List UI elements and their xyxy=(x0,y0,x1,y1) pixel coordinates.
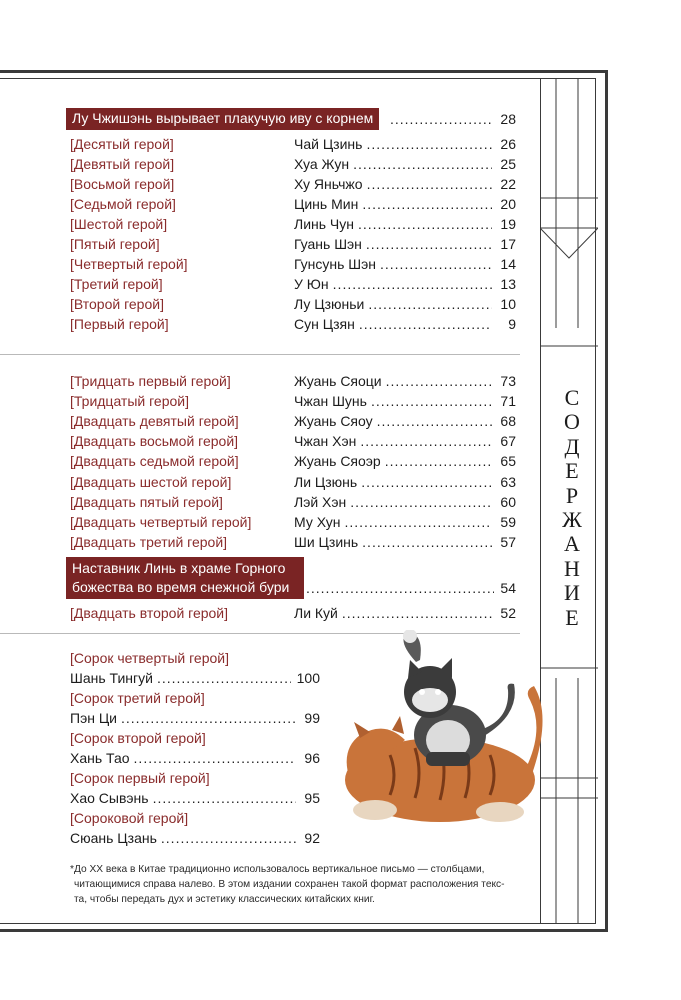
dot-leader xyxy=(386,373,492,389)
dot-leader xyxy=(153,788,296,808)
hero-name: Чай Цзинь xyxy=(294,136,363,152)
hero-name-line xyxy=(294,316,498,332)
page-number: 22 xyxy=(500,176,516,192)
hero-rank: [ Двадцать второй герой ] xyxy=(70,605,294,621)
chapter-banner-mid-leader xyxy=(306,578,516,598)
hero-name-line xyxy=(294,605,498,621)
page-number: 57 xyxy=(500,533,516,550)
toc-row[interactable] xyxy=(70,492,516,512)
toc-row[interactable] xyxy=(70,234,516,254)
hero-name: Пэн Ци xyxy=(70,710,118,726)
title-letter: И xyxy=(564,580,580,606)
hero-name: Хань Тао xyxy=(70,750,130,766)
hero-name-line xyxy=(294,176,498,192)
hero-name: Жуань Сяоу xyxy=(294,413,373,430)
footnote-line: та, чтобы передать дух и эстетику классических китайских книг. xyxy=(74,894,375,905)
hero-name: У Юн xyxy=(294,276,329,292)
hero-name: Цинь Мин xyxy=(294,196,359,212)
chapter-banner-top-leader xyxy=(390,108,516,130)
page-number: 71 xyxy=(500,393,516,410)
hero-rank: [ Третий герой ] xyxy=(70,276,294,292)
hero-name: Чжан Хэн xyxy=(294,433,357,450)
dot-leader xyxy=(360,433,492,449)
hero-rank: [ Десятый герой ] xyxy=(70,136,294,152)
page-number: 99 xyxy=(304,710,320,726)
hero-name: Ли Куй xyxy=(294,605,338,621)
dot-leader xyxy=(344,514,492,530)
toc-row[interactable] xyxy=(70,411,516,431)
toc-row[interactable] xyxy=(70,194,516,214)
hero-rank: [ Сороковой герой ] xyxy=(70,808,320,828)
page-number: 92 xyxy=(304,830,320,846)
dot-leader xyxy=(358,216,492,232)
hero-name-line xyxy=(294,276,498,292)
hero-name-line xyxy=(294,494,498,510)
hero-name: Ши Цзинь xyxy=(294,533,359,550)
dot-leader xyxy=(371,393,492,409)
dot-leader xyxy=(380,256,492,272)
dot-leader xyxy=(366,236,492,252)
toc-group-3 xyxy=(70,648,320,848)
hero-name: Ли Цзюнь xyxy=(294,473,358,490)
toc-row[interactable] xyxy=(70,603,516,623)
footnote-line: читающимися справа налево. В этом издании сохранен такой формат расположения текс- xyxy=(74,879,505,890)
hero-rank: [ Седьмой герой ] xyxy=(70,196,294,212)
page-number: 68 xyxy=(500,413,516,430)
title-letter: Ж xyxy=(562,507,582,533)
hero-rank: [ Сорок первый герой ] xyxy=(70,768,320,788)
toc-row[interactable] xyxy=(70,314,516,334)
hero-name: Гунсунь Шэн xyxy=(294,256,376,272)
hero-name-line xyxy=(294,256,498,272)
hero-rank: [ Шестой герой ] xyxy=(70,216,294,232)
dot-leader xyxy=(161,828,296,848)
page-number: 52 xyxy=(500,605,516,621)
dot-leader xyxy=(366,136,492,152)
toc-row[interactable] xyxy=(70,788,320,808)
page-number: 28 xyxy=(500,111,516,127)
toc-row[interactable] xyxy=(70,254,516,274)
hero-name-line xyxy=(294,534,498,550)
hero-name-line xyxy=(294,296,498,312)
toc-row[interactable] xyxy=(70,371,516,391)
dot-leader xyxy=(361,474,492,490)
hero-name: Чжан Шунь xyxy=(294,393,367,410)
page-number: 95 xyxy=(304,790,320,806)
page-number: 54 xyxy=(500,580,516,596)
page-number: 65 xyxy=(500,453,516,470)
dot-leader xyxy=(134,748,296,768)
page-number: 96 xyxy=(304,750,320,766)
hero-name: Ху Яньчжо xyxy=(294,176,363,192)
toc-row[interactable] xyxy=(70,174,516,194)
dot-leader xyxy=(385,453,492,469)
hero-name: Жуань Сяоэр xyxy=(294,453,381,470)
separator xyxy=(0,354,520,355)
hero-name: Сун Цзян xyxy=(294,316,355,332)
dot-leader xyxy=(121,708,296,728)
toc-row[interactable] xyxy=(70,748,320,768)
hero-name-line xyxy=(294,156,498,172)
dot-leader xyxy=(350,494,492,510)
title-letter: Е xyxy=(565,458,579,484)
dot-leader xyxy=(362,196,492,212)
page-number: 63 xyxy=(500,473,516,490)
vertical-section-title xyxy=(552,386,592,630)
page-number: 59 xyxy=(500,513,516,530)
hero-rank: [ Двадцать третий герой ] xyxy=(70,534,294,550)
hero-name: Хао Сывэнь xyxy=(70,790,149,806)
hero-name-line xyxy=(294,453,498,469)
hero-rank: [ Двадцать восьмой герой ] xyxy=(70,433,294,449)
hero-name-line xyxy=(294,474,498,490)
hero-rank: [ Сорок четвертый герой ] xyxy=(70,648,320,668)
hero-name: Хуа Жун xyxy=(294,156,350,172)
hero-name-line xyxy=(294,413,498,429)
hero-rank: [ Двадцать пятый герой ] xyxy=(70,494,294,510)
hero-name-line xyxy=(294,514,498,530)
dot-leader xyxy=(342,605,492,621)
toc-row[interactable] xyxy=(70,274,516,294)
toc-row[interactable] xyxy=(70,451,516,471)
dot-leader xyxy=(367,176,492,192)
toc-row[interactable] xyxy=(70,391,516,411)
page-number: 60 xyxy=(500,493,516,510)
dot-leader xyxy=(368,296,492,312)
dot-leader xyxy=(353,156,492,172)
hero-name: Жуань Сяоци xyxy=(294,373,382,389)
toc-row[interactable] xyxy=(70,668,320,688)
banner-line-1: Наставник Линь в храме Горного xyxy=(72,560,286,576)
page-number: 20 xyxy=(500,196,516,212)
page-number: 17 xyxy=(500,236,516,252)
page-number: 67 xyxy=(500,433,516,450)
hero-name: Шань Тингуй xyxy=(70,670,153,686)
hero-name: Линь Чун xyxy=(294,216,354,232)
hero-rank: [ Пятый герой ] xyxy=(70,236,294,252)
hero-name-line xyxy=(294,373,498,389)
chapter-banner-mid xyxy=(66,557,304,599)
title-letter: С xyxy=(564,385,580,410)
toc-row[interactable] xyxy=(70,708,320,728)
hero-name: Сюань Цзань xyxy=(70,830,157,846)
hero-name: Му Хун xyxy=(294,513,341,530)
dot-leader xyxy=(306,580,494,596)
hero-rank: [ Второй герой ] xyxy=(70,296,294,312)
dot-leader xyxy=(377,413,492,429)
hero-rank: [ Двадцать седьмой герой ] xyxy=(70,453,294,469)
page-number: 13 xyxy=(500,276,516,292)
hero-name-line xyxy=(294,196,498,212)
hero-name: Гуань Шэн xyxy=(294,236,362,252)
page-number: 19 xyxy=(500,216,516,232)
page-number: 25 xyxy=(500,156,516,172)
hero-name: Лу Цзюньи xyxy=(294,296,365,312)
dot-leader xyxy=(157,668,291,688)
page-number: 73 xyxy=(500,373,516,389)
title-letter: А xyxy=(564,531,580,557)
hero-rank: [ Сорок третий герой ] xyxy=(70,688,320,708)
toc-row[interactable] xyxy=(70,154,516,174)
toc-row[interactable] xyxy=(70,532,516,552)
toc-row[interactable] xyxy=(70,214,516,234)
title-letter: Н xyxy=(564,555,580,581)
footnote xyxy=(70,862,530,907)
hero-rank: [ Двадцать шестой герой ] xyxy=(70,474,294,490)
toc-row[interactable] xyxy=(70,134,516,154)
hero-name: Лэй Хэн xyxy=(294,493,347,510)
dot-leader xyxy=(362,534,492,550)
banner-line-2: божества во время снежной бури xyxy=(72,579,290,595)
toc-row[interactable] xyxy=(70,294,516,314)
hero-name-line xyxy=(294,236,498,252)
title-letter: Е xyxy=(565,604,579,630)
dot-leader xyxy=(390,111,492,127)
page-number: 100 xyxy=(296,670,320,686)
title-letter: О xyxy=(564,409,580,435)
hero-name-line xyxy=(294,136,498,152)
chapter-banner-top: Лу Чжишэнь вырывает плакучую иву с корнем xyxy=(66,108,379,130)
cat-hero-illustration xyxy=(330,630,550,845)
hero-rank: [ Девятый герой ] xyxy=(70,156,294,172)
toc-row[interactable] xyxy=(70,512,516,532)
hero-rank: [ Первый герой ] xyxy=(70,316,294,332)
hero-rank: [ Сорок второй герой ] xyxy=(70,728,320,748)
toc-row[interactable] xyxy=(70,431,516,451)
hero-rank: [ Тридцатый герой ] xyxy=(70,393,294,409)
hero-name-line xyxy=(294,216,498,232)
dot-leader xyxy=(333,276,492,292)
title-letter: Д xyxy=(564,433,580,459)
hero-rank: [ Восьмой герой ] xyxy=(70,176,294,192)
dot-leader xyxy=(359,316,492,332)
page-number: 26 xyxy=(500,136,516,152)
hero-name-line xyxy=(294,433,498,449)
page-number: 14 xyxy=(500,256,516,272)
hero-rank: [ Тридцать первый герой ] xyxy=(70,373,294,389)
hero-name-line xyxy=(294,393,498,409)
hero-rank: [ Двадцать девятый герой ] xyxy=(70,413,294,429)
page-number: 10 xyxy=(500,296,516,312)
page-number: 9 xyxy=(508,316,516,332)
footnote-line: *До XX века в Китае традиционно использовалось вертикальное письмо — столбцами, xyxy=(70,864,485,875)
title-letter: Р xyxy=(565,482,579,508)
hero-rank: [ Четвертый герой ] xyxy=(70,256,294,272)
toc-row[interactable] xyxy=(70,472,516,492)
hero-rank: [ Двадцать четвертый герой ] xyxy=(70,514,294,530)
toc-row[interactable] xyxy=(70,828,320,848)
